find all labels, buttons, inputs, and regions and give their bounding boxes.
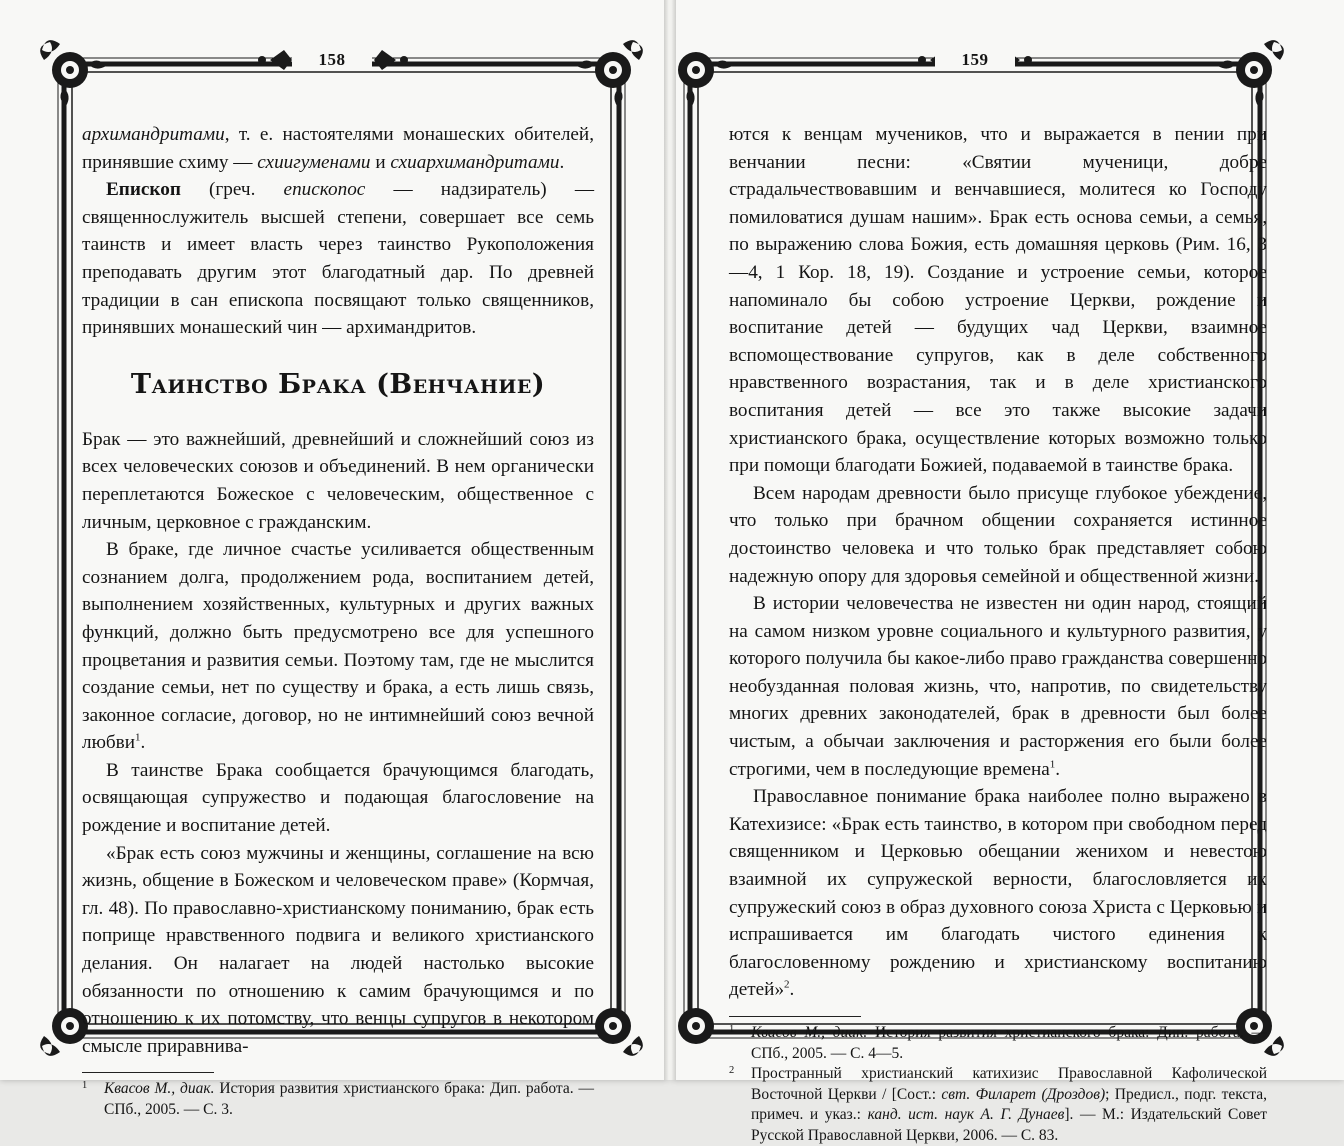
paragraph-text: Православное понимание брака наиболее полно выражено в Катехизисе: «Брак есть таинство, в котором при свободном перед священником и Церковью обещании женихом и невестою взаимной их супружеской верности, благословляется их супружеский союз в образ духовного союза Христа с Церковью и испрашивается им благодать чистого единения к благословенному рождению и христианскому воспитанию детей» [729, 786, 1267, 1001]
footnote-author: Квасов М., диак. [751, 1024, 868, 1041]
footnote-reference: 1 [1049, 758, 1056, 771]
footnote-text: Пространный христианский катихизис Православной Кафолической Восточной Церкви / [Сост.: [751, 1065, 1267, 1103]
page-number: 159 [935, 50, 1015, 70]
right-page [672, 0, 1344, 1144]
corner-ornament-top-left [40, 40, 106, 106]
footnote-author: Квасов М., диак. [104, 1080, 215, 1098]
text-run: схиархимандритами [390, 151, 560, 173]
footnote-text: ]. — М.: Издательский Совет Русской Православной Церкви, 2006. — С. 83. [751, 1106, 1267, 1144]
text-run: схиигуменами [257, 151, 371, 173]
footnote-compiler: свт. Филарет (Дроздов) [941, 1085, 1106, 1103]
footnote [82, 1079, 594, 1120]
paragraph-text: В таинстве Брака сообщается брачующимся благодать, освящающая супружество и подающая благословение на рождение и воспитание детей. [82, 759, 594, 837]
footnote-mark: 1 [82, 1080, 88, 1092]
text-run: и [370, 151, 391, 173]
paragraph [82, 426, 594, 536]
corner-ornament-top-left [678, 52, 732, 106]
greek-term: епископос [283, 179, 366, 201]
footnote-mark: 2 [729, 1065, 735, 1076]
footnote-rule [729, 1016, 861, 1017]
paragraph-text: ются к венцам мучеников, что и выражается в пении при венчании песни: «Святии мученици, добре страдальчествовавшим и венчавшиеся, молитеся ко Господу помиловатися душам нашим». Брак есть основа семьи, а семья, по выражению слова Божия, есть домашняя церковь (Рим. 16, 3—4, 1 Кор. 18, 19). Создание и устроение семьи, которое напоминало бы собою устроение Церкви, рождение и воспитание детей — будущих чад Церкви, взаимное вспомоществование супругов, как в деле собственного нравственного возрастания, так и в деле христианского воспитания детей — все это также высокие задачи христианского брака, осуществление которых возможно только при помощи благодати Божией, подаваемой в таинстве брака. [729, 124, 1267, 477]
left-page [0, 0, 668, 1118]
corner-ornament-top-right [577, 40, 643, 106]
paragraph [729, 121, 1267, 480]
paragraph [82, 757, 594, 840]
text-run: , т. е. настоятелями монашеских обителей, принявшие схиму — [82, 124, 594, 173]
paragraph: В браке, где личное счастье усиливается общественным сознанием долга, продолжением рода, воспитанием детей, выполнением хозяйственных, культурных и других важных функций, должно быть предусмотрено все для успешного процветания и развития семьи. Поэтому там, где не мыслится создание семьи, нет по существу и брака, а есть лишь связь, законное согласие, договор, но не интимнейший союз вечной любви$^1$. [82, 539, 594, 754]
footnote [729, 1064, 1267, 1146]
text-run: архимандритами [82, 124, 225, 145]
corner-ornament-bottom-right [595, 1008, 643, 1056]
paragraph-text: В истории человечества не известен ни один народ, стоящий на самом низком уровне социального и культурного развития, у которого получила бы какое-либо право гражданства совершенно необузданная половая жизнь, что, напротив, по свидетельству многих древних законодателей, брак в древности был более чистым, а обычаи заключения и расторжения его были более строгими, чем в последующие времена [729, 593, 1267, 780]
footnote [729, 1023, 1267, 1064]
book-gutter [664, 0, 676, 1080]
page-number: 158 [292, 50, 372, 70]
paragraph-episkop [82, 176, 594, 342]
footnote-reference: 1 [135, 731, 141, 744]
corner-ornament-bottom-left [40, 1008, 88, 1056]
footnote-text: История развития христианского брака: Дип. работа. — СПб., 2005. — С. 4—5. [751, 1024, 1268, 1062]
left-text-column [82, 121, 594, 1120]
footnote-editor: канд. ист. наук А. Г. Дунаев [867, 1106, 1065, 1123]
footnote-text: История развития христианского брака: Дип. работа. — СПб., 2005. — С. 3. [104, 1080, 594, 1118]
footnote-mark: 1 [729, 1024, 735, 1035]
corner-ornament-top-right [1218, 40, 1284, 106]
paragraph: Православное понимание брака наиболее полно выражено в Катехизисе: «Брак есть таинство, в котором при свободном перед священником и Церковью обещании женихом и невестою взаимной их супружеской верности, благословляется их супружеский союз в образ духовного союза Христа с Церковью и испрашивается им благодать чистого единения к благословенному рождению и христианскому воспитанию детей»$^2$. [729, 786, 1267, 1001]
paragraph-text: Всем народам древности было присуще глубокое убеждение, что только при брачном общении сохраняется истинное достоинство человека и что только брак представляет собою надежную опору для здоровья семейной и общественной жизни. [729, 482, 1267, 587]
section-heading: Таинство Брака (Венчание) [130, 368, 546, 400]
footnote-rule [82, 1072, 214, 1073]
paragraph [729, 480, 1267, 590]
paragraph-archimandrites [82, 121, 594, 176]
term-episkop: Епископ [106, 179, 181, 201]
paragraph-text: В браке, где личное счастье усиливается общественным сознанием долга, продолжением рода, воспитанием детей, выполнением хозяйственных, культурных и других важных функций, должно быть предусмотрено все для успешного процветания и развития семьи. Поэтому там, где не мыслится создание семьи, нет по существу и брака, а есть лишь связь, законное согласие, договор, но не интимнейший союз вечной любви [82, 539, 594, 754]
corner-ornament-bottom-left [678, 1008, 714, 1044]
paragraph-text: Брак — это важнейший, древнейший и сложнейший союз из всех человеческих союзов и объединений. В нем органически переплетаются Божеское с человеческим, общественное с личным, церковное с гражданским. [82, 428, 594, 533]
footnote-reference: 2 [784, 979, 790, 992]
right-text-column [729, 121, 1267, 1146]
text-run: . [559, 151, 565, 173]
text-run: — надзиратель) — священнослужитель высшей степени, совершает все семь таинств и имеет власть через таинство Рукоположения преподавать другим этот благодатный дар. По древней традиции в сан епископа посвящают только священников, принявших монашеский чин — архимандритов. [82, 179, 595, 339]
paragraph-text: «Брак есть союз мужчины и женщины, соглашение на всю жизнь, общение в Божеском и человеческом праве» (Кормчая, гл. 48). По православно-христианскому пониманию, брак есть поприще нравственного подвига и великого христианского делания. Он налагает на людей настолько высокие обязанности по отношению к самим брачующимся и по отношению к их потомству, что венцы супругов в некотором смысле приравнива- [82, 842, 594, 1057]
footnote-text: ; Предисл., подг. текста, примеч. и указ.: [751, 1085, 1267, 1123]
text-run: (греч. [180, 179, 284, 201]
paragraph [82, 840, 594, 1061]
paragraph: В истории человечества не известен ни один народ, стоящий на самом низком уровне социального и культурного развития, у которого получила бы какое-либо право гражданства совершенно необузданная половая жизнь, что, напротив, по свидетельству многих древних законодателей, брак в древности был более чистым, а обычаи заключения и расторжения его были более строгими, чем в последующие времена$^1$. [729, 593, 1267, 780]
